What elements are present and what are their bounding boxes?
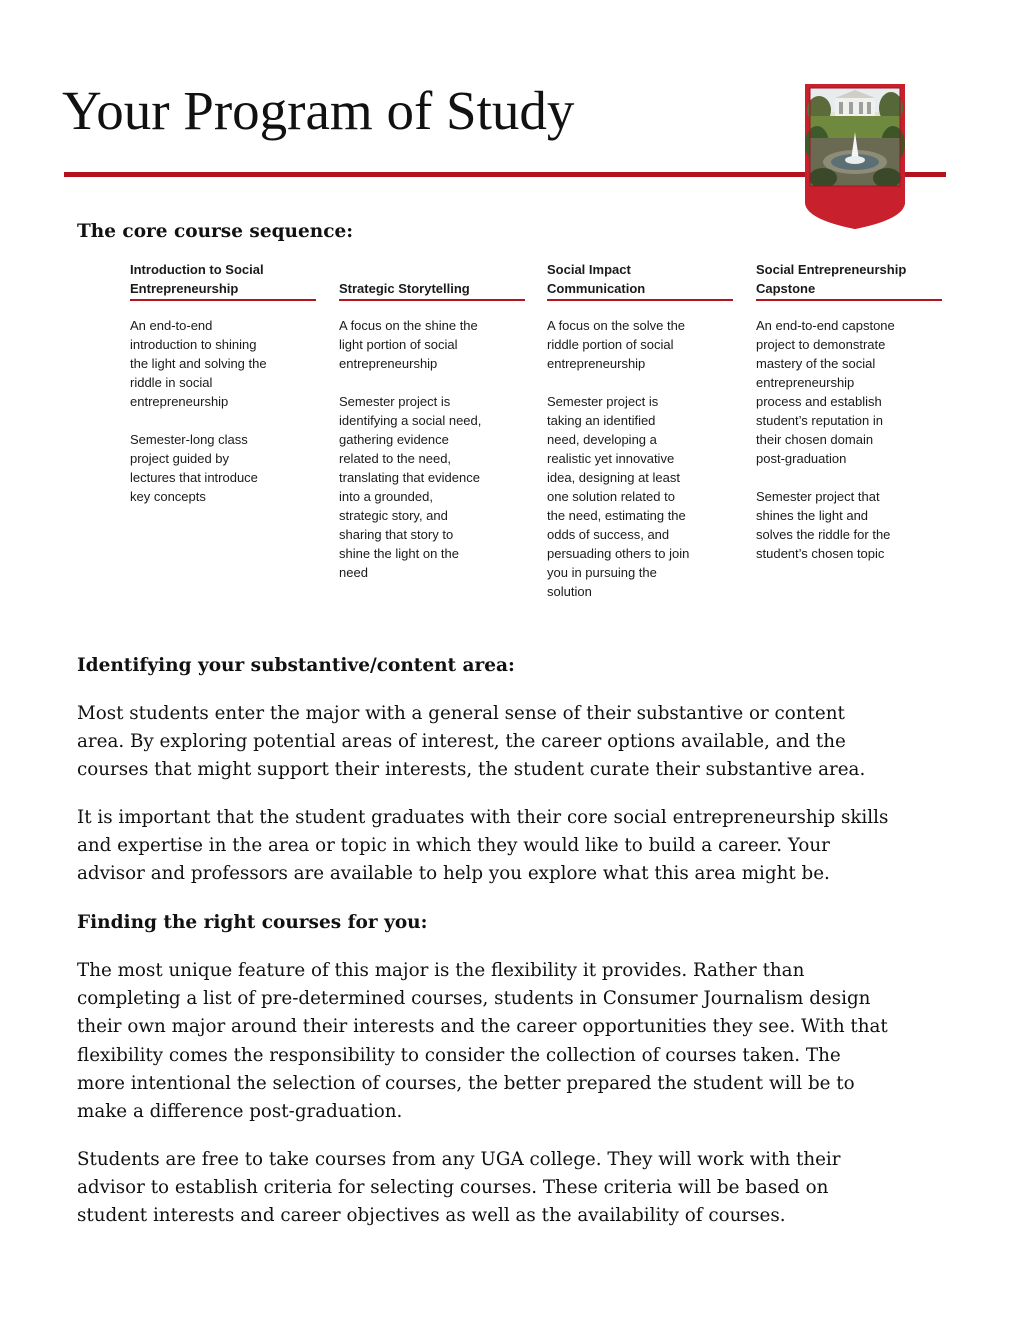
course-description: An end-to-end capstone project to demonstrate mastery of the social entrepreneurship process and establish student’s reputation in their chosen domain post-graduation Semester project that shines the light and solves the riddle for the student’s chosen topic: [756, 318, 895, 561]
course-description: A focus on the solve the riddle portion of social entrepreneurship Semester project is taking an identified need, developing a realistic yet innovative idea, designing at least one solution related to the need, estimating the odds of success, and persuading others to join you in pursuing the solution: [547, 318, 690, 599]
content-area-paragraph: Most students enter the major with a general sense of their substantive or content area. By exploring potential areas of interest, the career options available, and the courses that might support their interests, the student curate their substantive area.: [77, 703, 866, 781]
page-title: Your Program of Study: [62, 80, 575, 141]
course-description: A focus on the shine the light portion of social entrepreneurship Semester project is identifying a social need, gathering evidence related to the need, translating that evidence into a grounded, strategic story, and sharing that story to shine the light on the need: [339, 318, 482, 580]
course-title-rule: [547, 299, 733, 301]
core-sequence-heading: The core course sequence:: [77, 221, 354, 242]
course-column: [756, 258, 946, 582]
content-area-paragraph: It is important that the student graduates with their core social entrepreneurship skills and expertise in the area or topic in which they would like to build a career. Your advisor and professors are available to help you explore what this area might be.: [77, 807, 889, 885]
right-courses-paragraph: Students are free to take courses from any UGA college. They will work with their advisor to establish criteria for selecting courses. These criteria will be based on student interests and career objectives as well as the availability of courses.: [77, 1149, 841, 1227]
course-title: Strategic Storytelling: [339, 281, 470, 296]
course-title: Social Entrepreneurship Capstone: [756, 262, 907, 296]
course-title-rule: [130, 299, 316, 301]
course-description: An end-to-end introduction to shining the light and solving the riddle in social entrepreneurship Semester-long class project guided by lectures that introduce key concepts: [130, 318, 267, 504]
campus-fountain-crest-icon: [805, 84, 905, 229]
content-area-heading: Identifying your substantive/content area:: [77, 655, 515, 676]
right-courses-heading: Finding the right courses for you:: [77, 912, 428, 933]
course-column: [547, 258, 737, 620]
course-column: [339, 258, 529, 601]
course-column: [130, 258, 320, 525]
course-title: Introduction to Social Entrepreneurship: [130, 262, 264, 296]
course-title: Social Impact Communication: [547, 262, 646, 296]
course-title-rule: [756, 299, 942, 301]
course-title-rule: [339, 299, 525, 301]
right-courses-paragraph: The most unique feature of this major is the flexibility it provides. Rather than completing a list of pre-determined courses, students in Consumer Journalism design their own major around their interests and the career opportunities they see. With that flexibility comes the responsibility to consider the collection of courses taken. The more intentional the selection of courses, the better prepared the student will be to make a difference post-graduation.: [77, 960, 888, 1123]
